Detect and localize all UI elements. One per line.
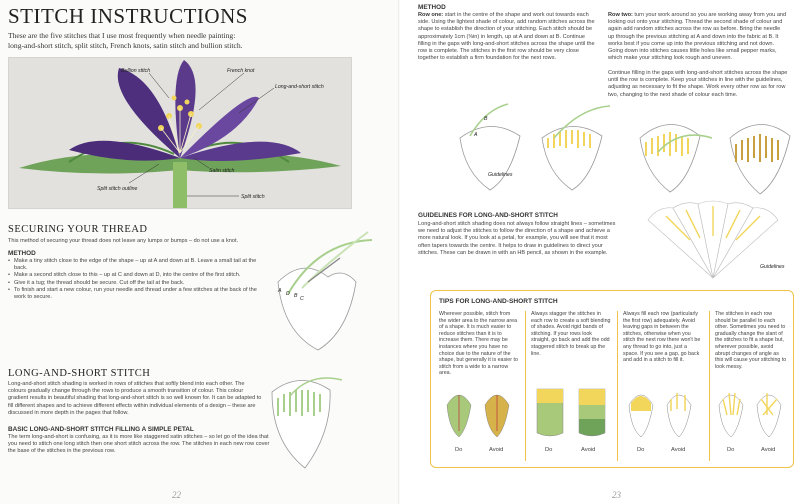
tip4-do-label: Do (727, 447, 735, 453)
long-short-title: LONG-AND-SHORT STITCH (8, 368, 151, 379)
label-split-stitch-outline: Split stitch outline (97, 186, 138, 192)
intro-text: These are the five stitches that I use most frequently when needle painting: long-and-short stitch, split stitch, French knots, satin stitch and bullion stitch. (8, 31, 243, 50)
tip3-do (629, 395, 653, 437)
tip4-avoid (757, 393, 781, 437)
label-guidelines-2: Guidelines (760, 264, 785, 270)
tips-diagrams (437, 385, 789, 439)
label-satin-stitch: Satin stitch (209, 168, 235, 174)
tip1-do (447, 395, 471, 437)
flower-illustration (9, 58, 351, 208)
tip2-do-label: Do (545, 447, 553, 453)
row-one-label: Row one: (418, 12, 444, 18)
method-title-right: METHOD (418, 4, 446, 11)
label-bullion-stitch: Bullion stitch (121, 68, 151, 74)
tip2-avoid-label: Avoid (581, 447, 596, 453)
tip3-do-label: Do (637, 447, 645, 453)
petal-outline (460, 126, 520, 190)
letter-c: C (300, 296, 304, 302)
securing-diagram (268, 222, 388, 352)
letter-b: B (294, 293, 298, 299)
tips-title: TIPS FOR LONG-AND-SHORT STITCH (439, 298, 558, 305)
label-split-stitch: Split stitch (241, 194, 265, 200)
guidelines-diagram (628, 200, 798, 280)
step-item: • Make a tiny stitch close to the edge of the shape – up at A and down at B. Leave a small tail at the back. (8, 258, 264, 272)
tip-2: Always stagger the stitches in each row to create a soft blending of shades. Avoid rigid bands of stitching. If your rows look straight, go back and add the odd staggered stitch to break up the line. (531, 311, 611, 357)
tip-1: Wherever possible, stitch from the wider area to the narrow area of a shape. It is much easier to reduce stitches than it is to increase them. There may be instances where you have no choice due to the nature of the shape, but generally it is easier to stitch from a wide to a narrow area. (439, 311, 518, 377)
row-diagrams (450, 98, 795, 198)
label-a: A (474, 132, 478, 138)
page-number-left: 22 (172, 490, 181, 500)
label-guidelines: Guidelines (488, 172, 513, 178)
tip3-avoid-label: Avoid (671, 447, 686, 453)
securing-lead: This method of securing your thread does not leave any lumps or bumps – do not use a knot. (8, 238, 239, 244)
row-one-body: start in the centre of the shape and work out towards each side. Using the lightest shade of colour, add random stitches across the shape to establish the direction of your stitching. Each stitch should be approximately 1cm (⅜in) in length, up at A and down at B. Continue filling in the gaps with long-and-short stitches across the shape until the row is complete. The stitches in the first row should be very close together to establish a firm foundation for the next rows. (418, 12, 595, 62)
petal-stitch-diagram (260, 372, 360, 472)
row-one-text (418, 12, 596, 62)
label-b: B (484, 116, 488, 122)
step-item: • To finish and start a new colour, run your needle and thread under a few stitches at the back of the work to secure. (8, 287, 264, 301)
securing-title: SECURING YOUR THREAD (8, 224, 148, 235)
method-title: METHOD (8, 250, 36, 257)
long-short-body: Long-and-short stitch shading is worked in rows of stitches that softly blend into each other. The colours gradually change through the rows to produce a smooth transition of colour. This colour gradient results in beautiful shading that long-and-short stitch is so well known for. It can be adapted to fill different shapes and to achieve different effects within individual elements of a design – these are discussed in more depth in the pages that follow. (8, 381, 262, 416)
tip1-do-label: Do (455, 447, 463, 453)
page-number-right: 23 (612, 490, 621, 500)
row-two-body: turn your work around so you are working away from you and looking out onto your stitching. Thread the second shade of colour and again add random stitches across the row as before. Bring the needle up through the previous stitching at A and down into the fabric at B. It works best if you come up into the previous stitching and not down. Going down into stitches causes little holes like small pepper marks, which make your stitching look rough and uneven. (608, 12, 787, 62)
basic-petal-body: The term long-and-short is confusing, as it is more like staggered satin stitches – so let go of the idea that you need to stitch one long stitch then one short stitch across the row. The stitches in each new row cover the base of the stitches in the previous row. (8, 434, 270, 455)
tip-4: The stitches in each row should be parallel to each other. Sometimes you need to gradually change the slant of the stitches to fit a shape but, wherever possible, avoid abrupt changes of angle as this will cause your stitching to look messy. (715, 311, 787, 370)
continue-text: Continue filling in the gaps with long-and-short stitches across the shape until the row is complete. Keep your stitches in line with the guidelines, adjusting as necessary to fit the shape. Work every other row as for row two, changing to the next shade of colour each time. (608, 70, 788, 98)
letter-d: D (286, 291, 290, 297)
tip4-avoid-label: Avoid (761, 447, 776, 453)
tip-3: Always fill each row (particularly the first row) adequately. Avoid leaving gaps in between the stitches, otherwise when you stitch the next row there won't be any thread to go into, just a space. If you see a gap, go back and add in a stitch to fill it. (623, 311, 701, 364)
securing-steps (8, 258, 264, 301)
page-title: STITCH INSTRUCTIONS (8, 4, 248, 28)
petal-outline (278, 268, 356, 350)
label-long-short-stitch: Long-and-short stitch (275, 84, 324, 90)
row-two-text (608, 12, 788, 62)
letter-a: A (278, 288, 282, 294)
tips-box (430, 290, 794, 468)
tip2-do (537, 389, 563, 436)
label-french-knot: French knot (227, 68, 255, 74)
tip2-avoid (579, 389, 605, 436)
flower-photo (8, 57, 352, 209)
step-item: • Give it a tug; the thread should be secure. Cut off the tail at the back. (8, 280, 264, 287)
guidelines-body: Long-and-short stitch shading does not always follow straight lines – sometimes we need to adjust the stitches to follow the direction of a shape and achieve a more natural look. If you look at a petal, for example, you will see that it most often tapers towards the centre. It helps to draw in guidelines to direct your stitches. These can be drawn in with an HB pencil, as shown in the example. (418, 221, 616, 256)
tip1-avoid-label: Avoid (489, 447, 504, 453)
basic-petal-title: BASIC LONG-AND-SHORT STITCH FILLING A SIMPLE PETAL (8, 426, 194, 433)
stem (173, 162, 187, 208)
tip3-avoid (667, 393, 691, 437)
step-item: • Make a second stitch close to this – up at C and down at D, into the centre of the first stitch. (8, 272, 264, 279)
tip1-avoid (485, 395, 509, 437)
row-two-label: Row two: (608, 12, 633, 18)
guidelines-title: GUIDELINES FOR LONG-AND-SHORT STITCH (418, 212, 558, 219)
tip4-do (719, 393, 743, 437)
